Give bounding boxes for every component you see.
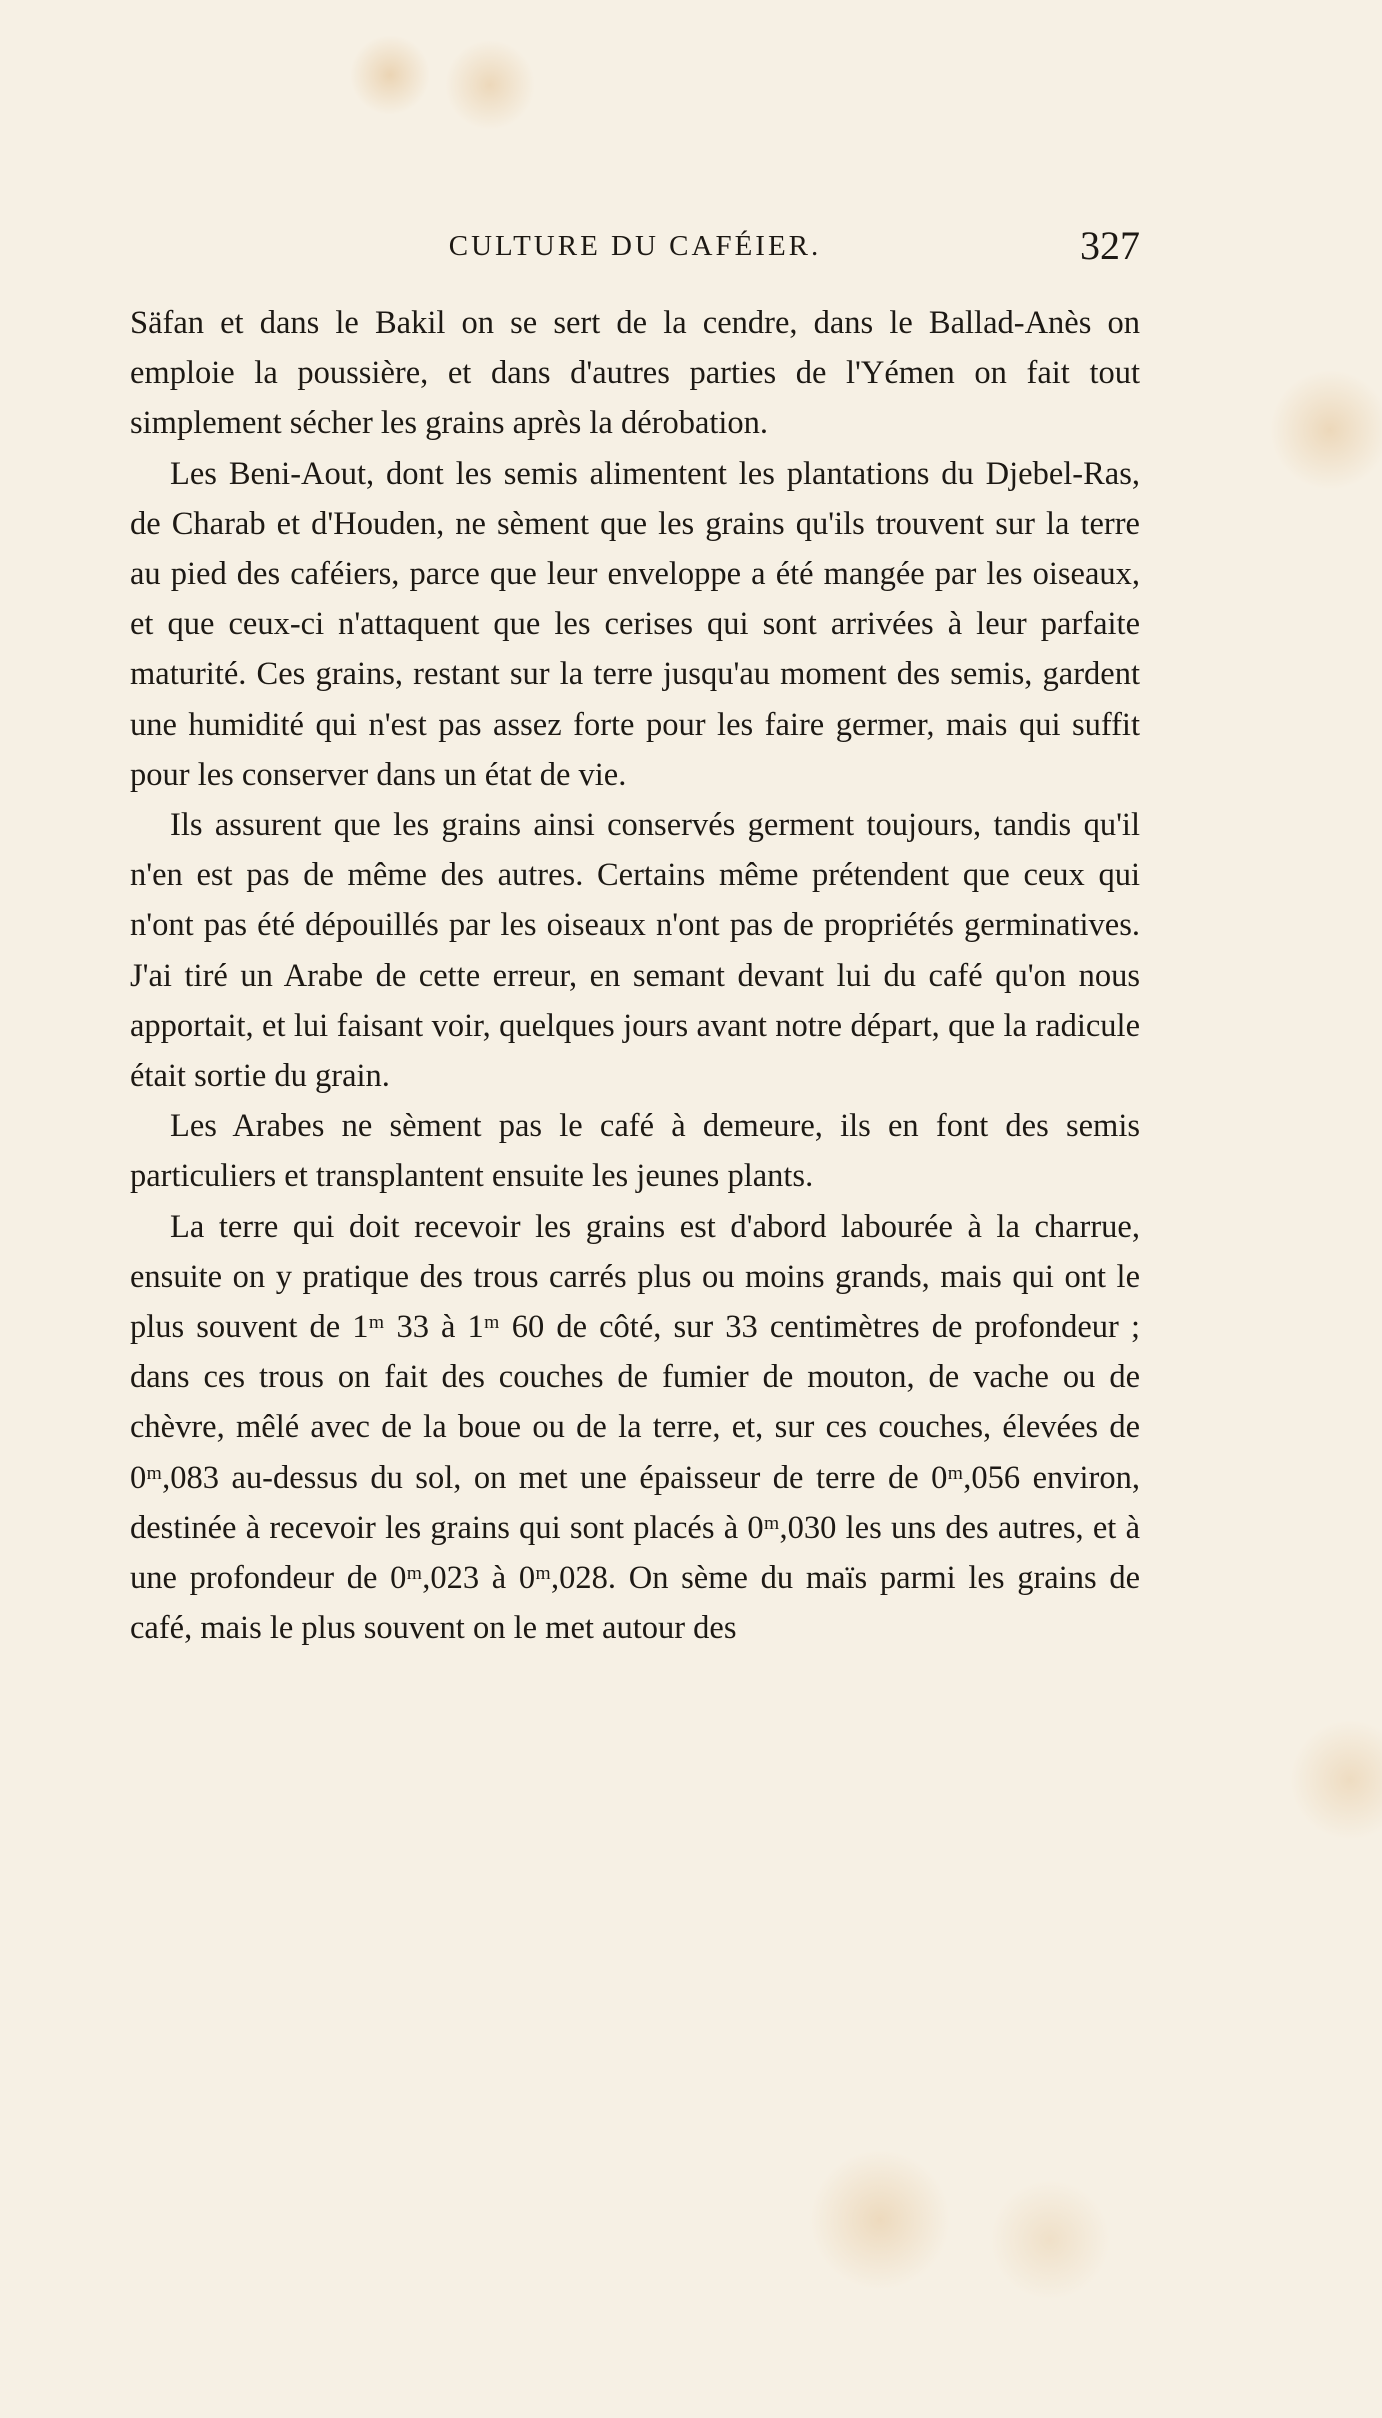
page-number: 327	[1080, 223, 1140, 268]
body-text	[130, 298, 1140, 1653]
paragraph-3: Ils assurent que les grains ainsi conservés germent toujours, tandis qu'il n'en est pas de même des autres. Certains même prétendent que ceux qui n'ont pas été dépouillés par les oiseaux n'ont pas de propriétés germinatives. J'ai tiré un Arabe de cette erreur, en semant devant lui du café qu'on nous apportait, et lui faisant voir, quelques jours avant notre départ, que la radicule était sortie du grain.	[130, 807, 1140, 1095]
paragraph-5: La terre qui doit recevoir les grains est d'abord labourée à la charrue, ensuite on y pratique des trous carrés plus ou moins grands, mais qui ont le plus souvent de 1ᵐ 33 à 1ᵐ 60 de côté, sur 33 centimètres de profondeur ; dans ces trous on fait des couches de fumier de mouton, de vache ou de chèvre, mêlé avec de la boue ou de la terre, et, sur ces couches, élevées de 0ᵐ,083 au-dessus du sol, on met une épaisseur de terre de 0ᵐ,056 environ, destinée à recevoir les grains qui sont placés à 0ᵐ,030 les uns des autres, et à une profondeur de 0ᵐ,023 à 0ᵐ,028. On sème du maïs parmi les grains de café, mais le plus souvent on le met autour des	[130, 1208, 1140, 1647]
paragraph-1: Säfan et dans le Bakil on se sert de la cendre, dans le Ballad-Anès on emploie la poussière, et dans d'autres parties de l'Yémen on fait tout simplement sécher les grains après la dérobation.	[130, 305, 1140, 442]
paragraph-2: Les Beni-Aout, dont les semis alimentent les plantations du Djebel-Ras, de Charab et d'Houden, ne sèment que les grains qu'ils trouvent sur la terre au pied des caféiers, parce que leur enveloppe a été mangée par les oiseaux, et que ceux-ci n'attaquent que les cerises qui sont arrivées à leur parfaite maturité. Ces grains, restant sur la terre jusqu'au moment des semis, gardent une humidité qui n'est pas assez forte pour les faire germer, mais qui suffit pour les conserver dans un état de vie.	[130, 455, 1140, 793]
running-title: CULTURE DU CAFÉIER.	[448, 230, 822, 262]
running-head	[130, 222, 1140, 272]
paragraph-4: Les Arabes ne sèment pas le café à demeure, ils en font des semis particuliers et transplantent ensuite les jeunes plants.	[130, 1108, 1140, 1195]
